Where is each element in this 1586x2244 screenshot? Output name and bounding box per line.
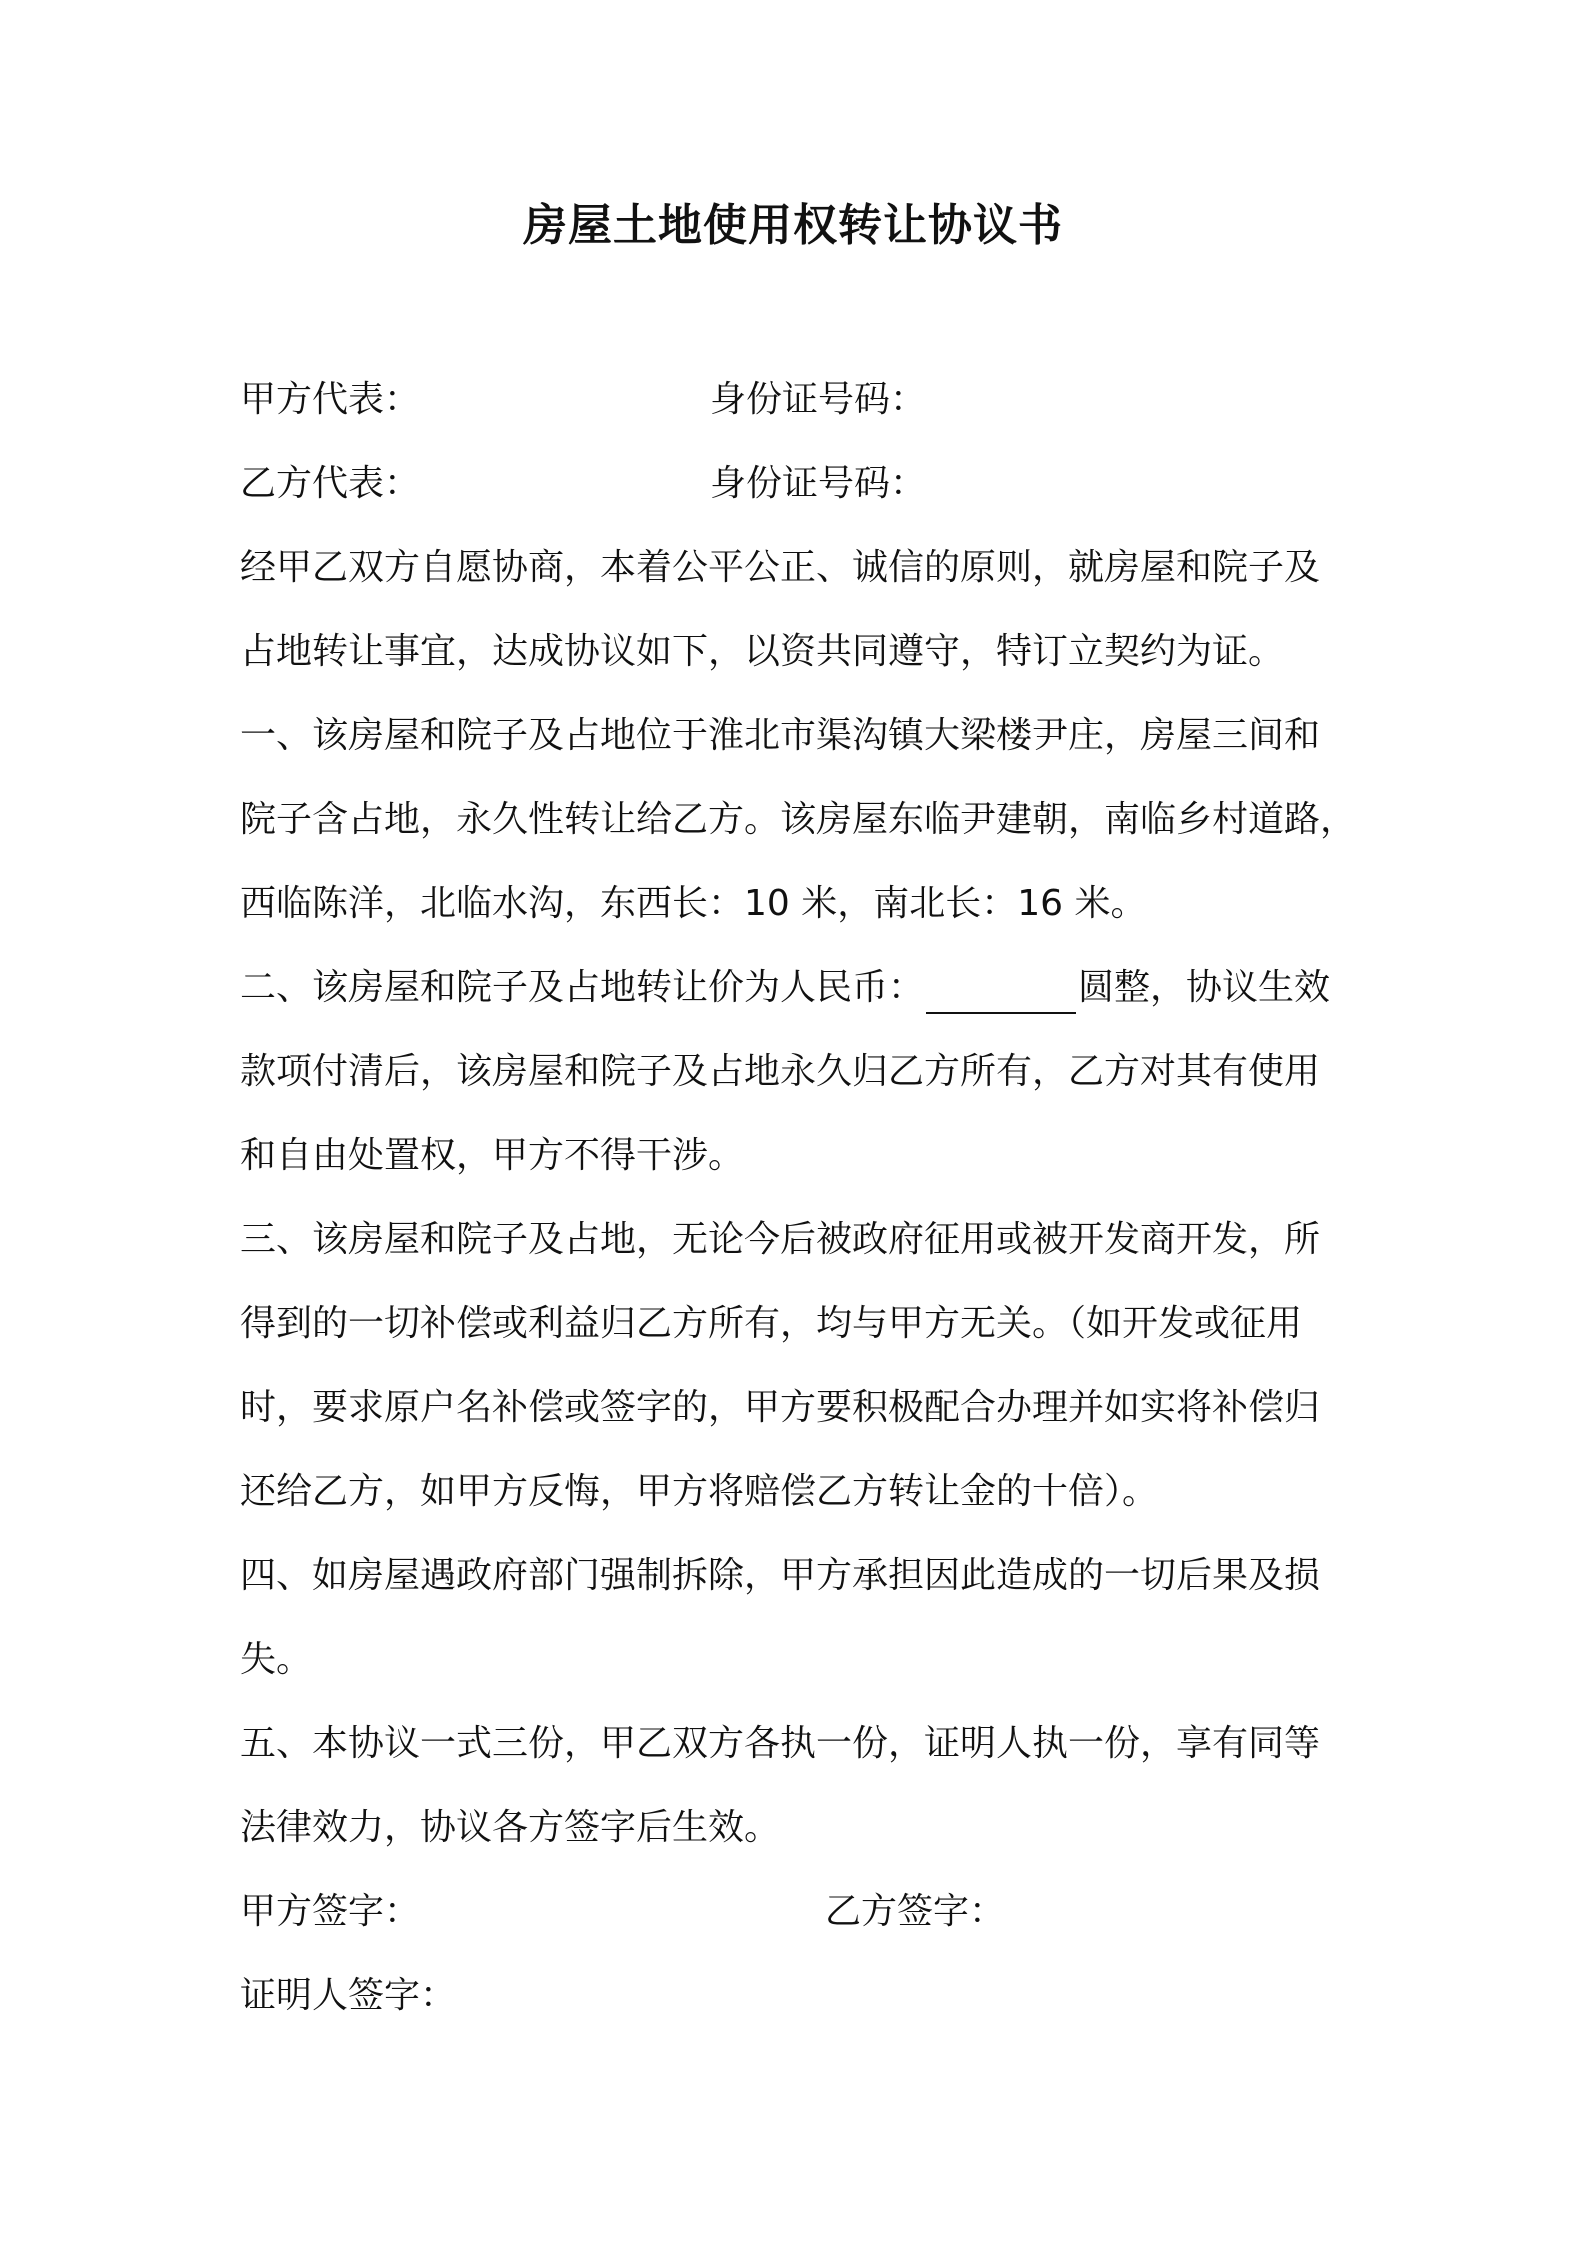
- clause-4-line: 四、如房屋遇政府部门强制拆除，甲方承担因此造成的一切后果及损: [240, 1555, 1321, 1596]
- clause-4-line: 失。: [240, 1639, 313, 1680]
- clause-3-line: 三、该房屋和院子及占地，无论今后被政府征用或被开发商开发，所: [240, 1219, 1321, 1260]
- clause-2-price-text: 二、该房屋和院子及占地转让价为人民币：: [240, 967, 925, 1008]
- clause-3-line: 时，要求原户名补偿或签字的，甲方要积极配合办理并如实将补偿归: [240, 1387, 1321, 1428]
- party-b-row: [240, 458, 1360, 510]
- clause-2-line: 款项付清后，该房屋和院子及占地永久归乙方所有，乙方对其有使用: [240, 1051, 1321, 1092]
- party-b-signature-label: 乙方签字：: [825, 1891, 1006, 1932]
- clause-2-line: 和自由处置权，甲方不得干涉。: [240, 1135, 745, 1176]
- party-b-rep-label: 乙方代表：: [240, 463, 421, 504]
- clause-5-line: 五、本协议一式三份，甲乙双方各执一份，证明人执一份，享有同等: [240, 1723, 1321, 1764]
- party-b-id-label: 身份证号码：: [710, 463, 927, 504]
- clause-2-line: [240, 962, 1360, 1014]
- party-a-rep-label: 甲方代表：: [240, 379, 421, 420]
- party-a-row: [240, 374, 1360, 426]
- clause-2-after-text: 圆整，协议生效: [1078, 967, 1331, 1008]
- signature-row: [240, 1886, 1360, 1938]
- clause-1-line: 院子含占地，永久性转让给乙方。该房屋东临尹建朝，南临乡村道路，: [240, 799, 1357, 840]
- clause-3-line: 还给乙方，如甲方反悔，甲方将赔偿乙方转让金的十倍）。: [240, 1471, 1159, 1512]
- price-blank-field: [926, 972, 1076, 1014]
- intro-line: 占地转让事宜，达成协议如下，以资共同遵守，特订立契约为证。: [240, 631, 1285, 672]
- clause-1-line: 一、该房屋和院子及占地位于淮北市渠沟镇大梁楼尹庄，房屋三间和: [240, 715, 1321, 756]
- clause-1-line: 西临陈洋，北临水沟，东西长：10 米，南北长：16 米。: [240, 883, 1147, 924]
- party-a-signature-label: 甲方签字：: [240, 1891, 421, 1932]
- clause-5-line: 法律效力，协议各方签字后生效。: [240, 1807, 781, 1848]
- clause-3-line: 得到的一切补偿或利益归乙方所有，均与甲方无关。（如开发或征用: [240, 1303, 1303, 1344]
- intro-line: 经甲乙双方自愿协商，本着公平公正、诚信的原则，就房屋和院子及: [240, 547, 1321, 588]
- party-a-id-label: 身份证号码：: [710, 379, 927, 420]
- document-title: 房屋土地使用权转让协议书: [523, 200, 1063, 251]
- witness-signature-label: 证明人签字：: [240, 1975, 457, 2016]
